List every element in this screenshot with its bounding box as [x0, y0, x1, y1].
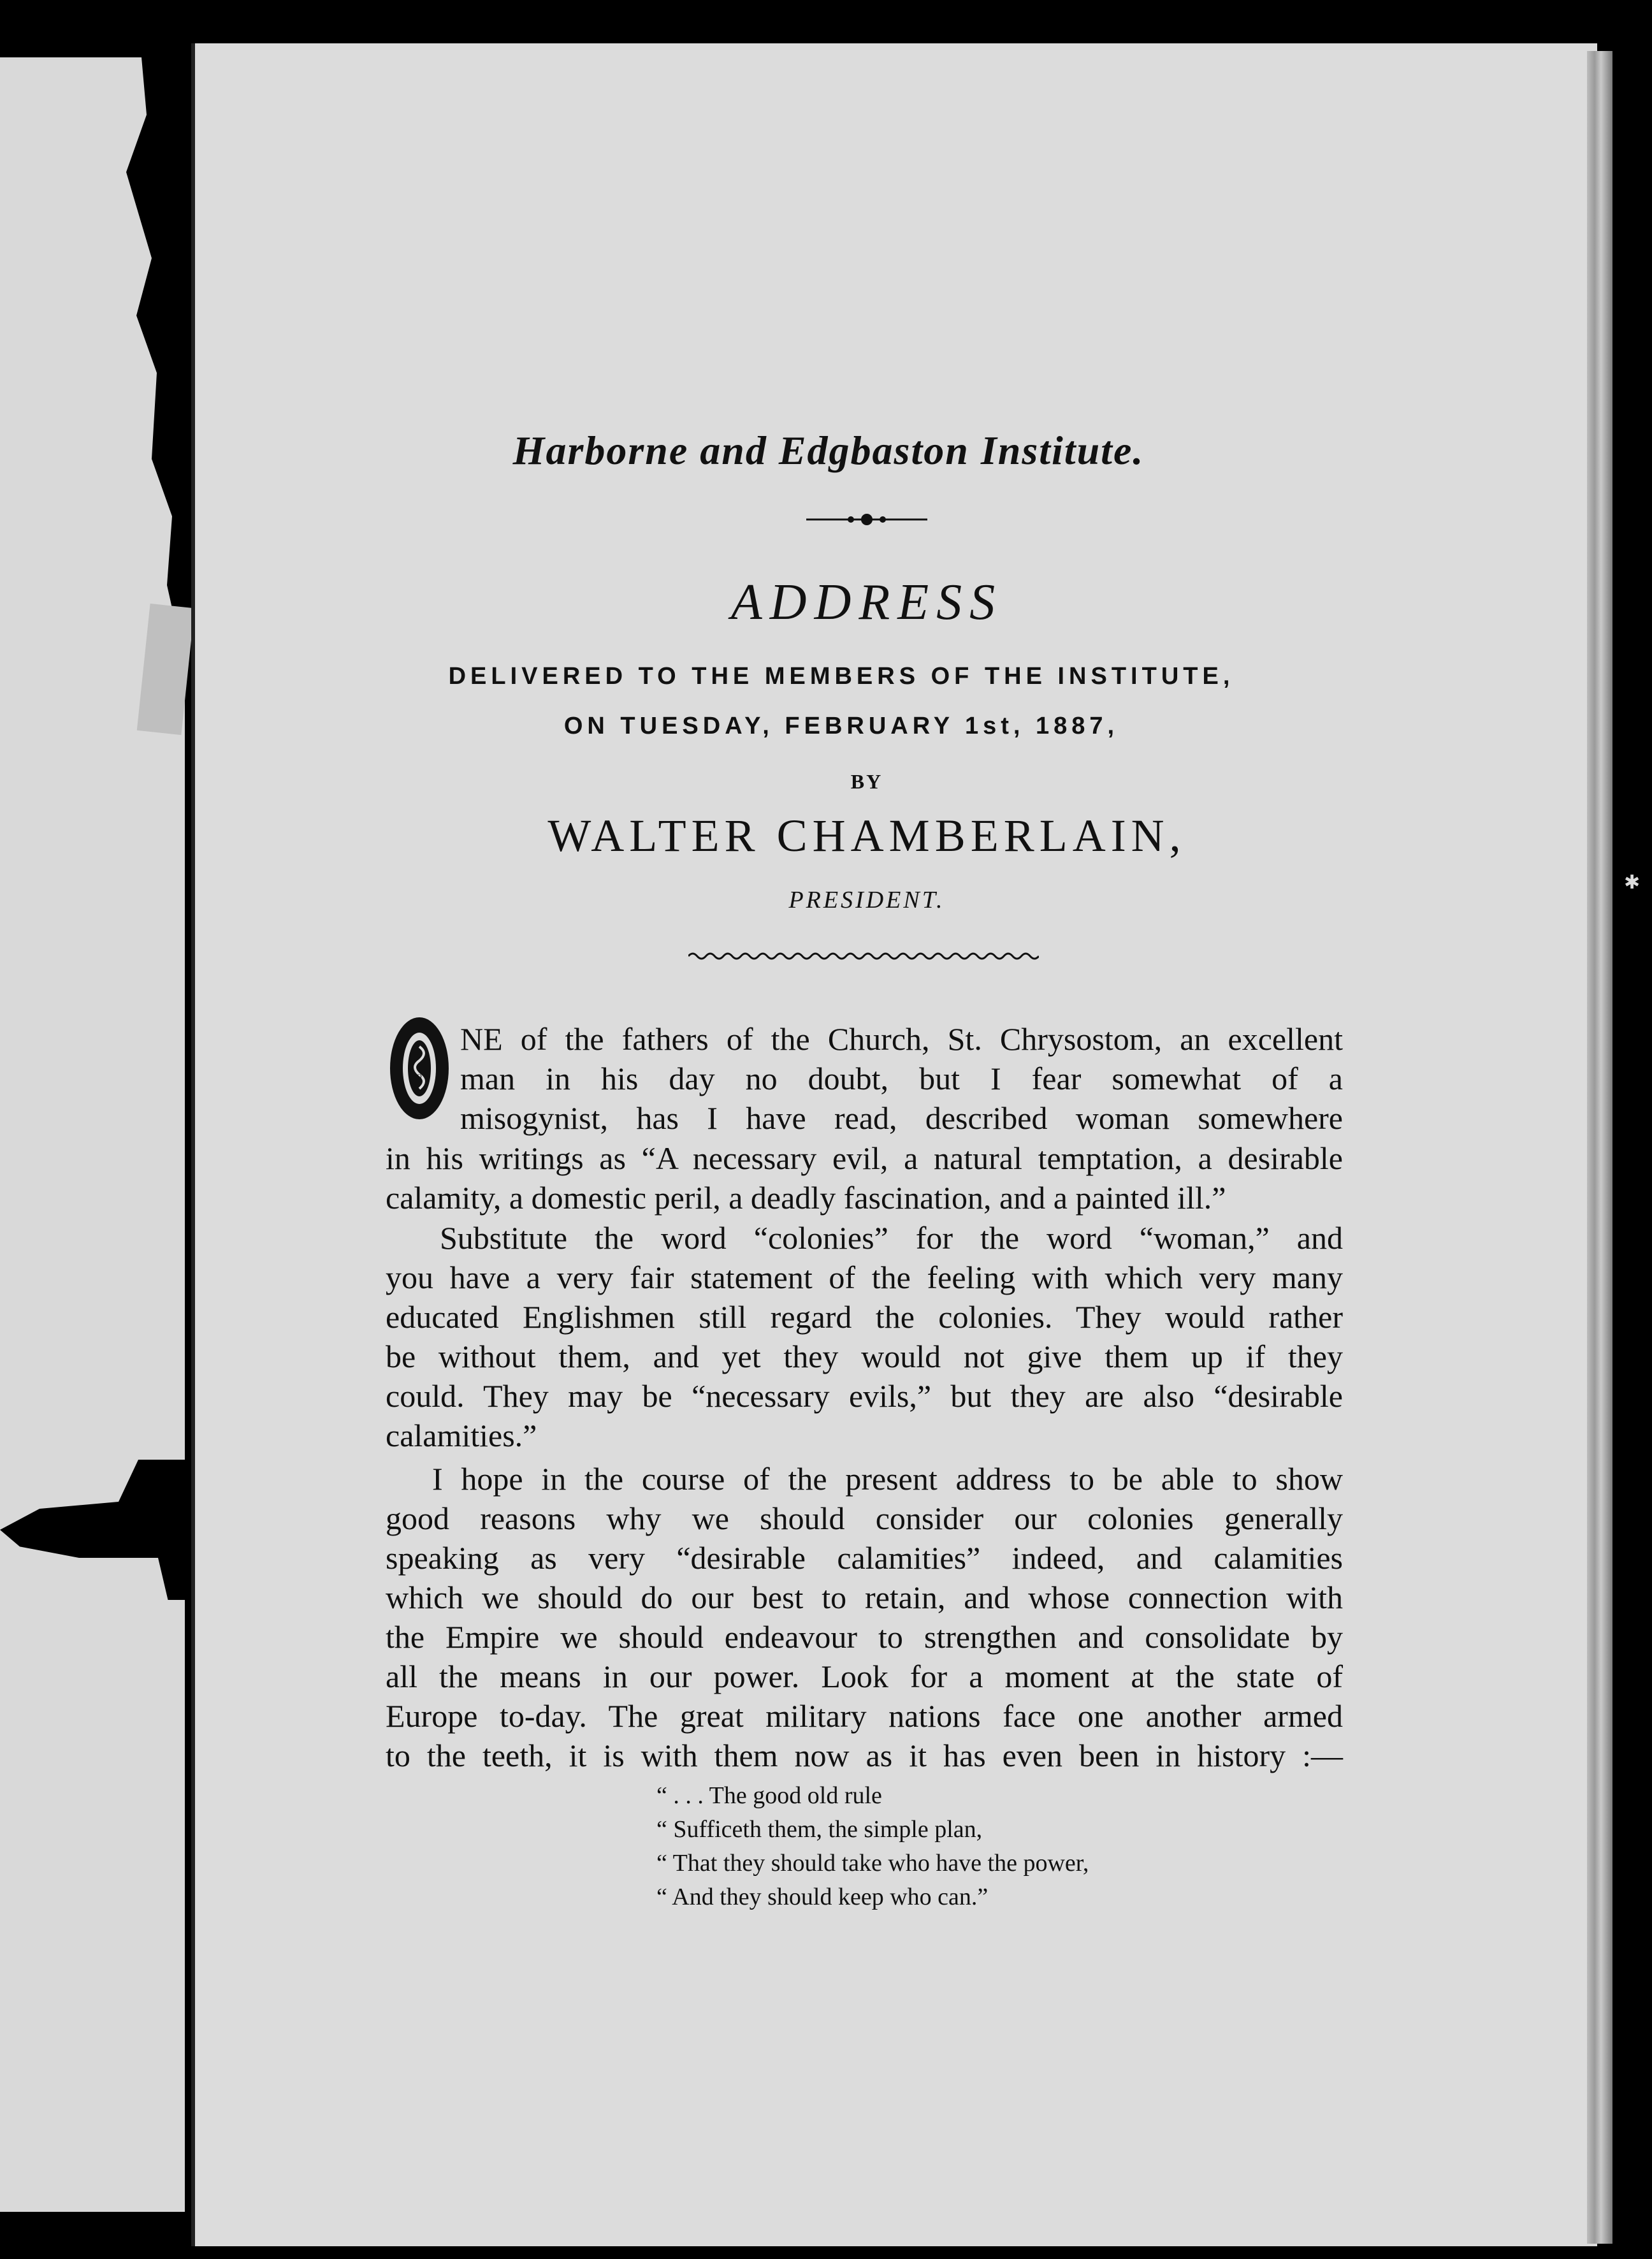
dropcap-letter: O [417, 1073, 422, 1080]
body-line: all the means in our power. Look for a moment at the state of [386, 1659, 1343, 1694]
body-line: Substitute the word “colonies” for the word “woman,” and [440, 1220, 1343, 1256]
author-role: PRESIDENT. [788, 887, 945, 913]
verse-line: “ Sufficeth them, the simple plan, [656, 1816, 983, 1843]
body-line: misogynist, has I have read, described woman somewhere [460, 1100, 1343, 1136]
decorative-initial [388, 1015, 451, 1122]
body-line: in his writings as “A necessary evil, a natural temptation, a desirable [386, 1140, 1343, 1176]
body-line: which we should do our best to retain, and whose connection with [386, 1580, 1343, 1615]
body-line: I hope in the course of the present address to be able to show [432, 1461, 1343, 1497]
by-line: BY [850, 770, 883, 793]
delivered-line: DELIVERED TO THE MEMBERS OF THE INSTITUTE, [448, 663, 1235, 690]
verse-line: “ And they should keep who can.” [656, 1884, 989, 1910]
scan-speck: ✱ [1624, 871, 1641, 894]
verse-line: “ That they should take who have the power, [656, 1850, 1089, 1877]
body-line: educated Englishmen still regard the colonies. They would rather [386, 1299, 1343, 1335]
body-line: calamity, a domestic peril, a deadly fascination, and a painted ill.” [386, 1180, 1226, 1216]
body-line: man in his day no doubt, but I fear somewhat of a [460, 1061, 1343, 1096]
body-line: calamities.” [386, 1418, 537, 1453]
body-line: be without them, and yet they would not give them up if they [386, 1339, 1343, 1374]
wavy-divider [688, 950, 1039, 962]
body-line: Europe to-day. The great military nations face one another armed [386, 1698, 1343, 1734]
body-line: the Empire we should endeavour to strengthen and consolidate by [386, 1619, 1343, 1655]
address-heading: ADDRESS [730, 574, 1003, 630]
ornament-divider [803, 510, 931, 529]
institute-heading: Harborne and Edgbaston Institute. [512, 428, 1145, 473]
body-line: to the teeth, it is with them now as it has even been in history :— [386, 1738, 1343, 1773]
page-edge [1587, 51, 1612, 2244]
body-line: speaking as very “desirable calamities” indeed, and calamities [386, 1540, 1343, 1576]
author-name: WALTER CHAMBERLAIN, [547, 810, 1186, 861]
body-line: good reasons why we should consider our colonies generally [386, 1500, 1343, 1536]
body-line: you have a very fair statement of the feeling with which very many [386, 1260, 1343, 1295]
date-line: ON TUESDAY, FEBRUARY 1st, 1887, [563, 713, 1119, 739]
verse-line: “ . . . The good old rule [656, 1782, 882, 1809]
body-line: NE of the fathers of the Church, St. Chrysostom, an excellent [460, 1021, 1343, 1057]
body-line: could. They may be “necessary evils,” but they are also “desirable [386, 1378, 1343, 1414]
